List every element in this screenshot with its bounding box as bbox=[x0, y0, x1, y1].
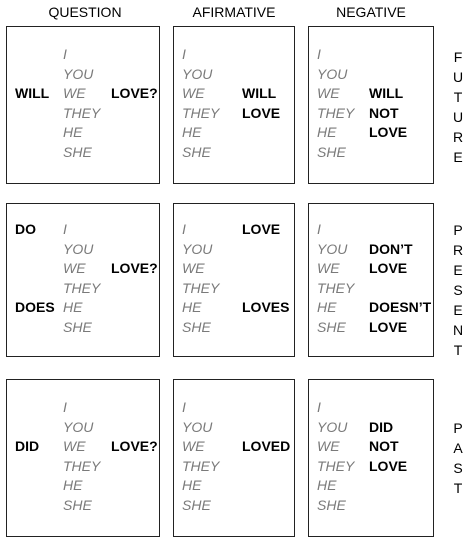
present-question-aux-do: DO bbox=[15, 221, 36, 237]
future-negative-verb: LOVE bbox=[369, 124, 408, 140]
present-question-verb: LOVE? bbox=[111, 260, 158, 276]
present-affirmative-box bbox=[173, 203, 295, 357]
header-question: QUESTION bbox=[48, 4, 122, 20]
past-question-box bbox=[6, 379, 160, 537]
future-negative-not: NOT bbox=[369, 104, 399, 121]
present-question-aux-does: DOES bbox=[15, 299, 55, 315]
present-affirmative-love: LOVE bbox=[242, 221, 281, 237]
future-affirmative-aux: WILL bbox=[242, 85, 277, 101]
past-negative-aux: DID bbox=[369, 418, 394, 435]
future-question-aux: WILL bbox=[15, 85, 50, 101]
pronoun-list: I YOU WE THEY HE SHE bbox=[63, 221, 101, 335]
past-affirmative-box bbox=[173, 379, 295, 537]
pronoun-list: I YOU WE THEY HE SHE bbox=[317, 221, 355, 335]
pronoun-list: I YOU WE THEY HE SHE bbox=[317, 46, 355, 160]
past-negative-not: NOT bbox=[369, 438, 399, 454]
past-question-verb: LOVE? bbox=[111, 438, 158, 454]
present-affirmative-loves: LOVES bbox=[242, 299, 290, 315]
present-negative-doesnt: DOESN’T bbox=[369, 299, 432, 315]
pronoun-list: I YOU WE THEY HE SHE bbox=[182, 46, 220, 160]
present-negative-box bbox=[308, 203, 434, 357]
past-side-label: P A S T bbox=[453, 420, 463, 496]
past-negative-box bbox=[308, 379, 434, 537]
header-negative: NEGATIVE bbox=[336, 4, 406, 20]
present-question-box bbox=[6, 203, 160, 357]
future-side-label: F U T U R E bbox=[452, 49, 464, 165]
present-negative-love: LOVE bbox=[369, 260, 408, 276]
pronoun-list: I YOU WE THEY HE SHE bbox=[63, 399, 101, 513]
pronoun-list: I YOU WE THEY HE SHE bbox=[63, 46, 101, 160]
past-question-aux: DID bbox=[15, 438, 40, 454]
present-negative-love-third: LOVE bbox=[369, 318, 408, 335]
future-question-verb: LOVE? bbox=[111, 85, 158, 101]
present-side-label: P R E S E N T bbox=[452, 222, 464, 358]
header-affirmative: AFIRMATIVE bbox=[192, 4, 276, 20]
future-affirmative-verb: LOVE bbox=[242, 104, 281, 121]
pronoun-list: I YOU WE THEY HE SHE bbox=[317, 399, 355, 513]
future-affirmative-box bbox=[173, 26, 295, 184]
past-negative-verb: LOVE bbox=[369, 457, 408, 474]
future-negative-aux: WILL bbox=[369, 85, 404, 101]
future-negative-box bbox=[308, 26, 434, 184]
present-negative-dont: DON’T bbox=[369, 240, 413, 257]
pronoun-list: I YOU WE THEY HE SHE bbox=[182, 399, 220, 513]
past-affirmative-loved: LOVED bbox=[242, 438, 291, 454]
future-question-box bbox=[6, 26, 160, 184]
pronoun-list: I YOU WE THEY HE SHE bbox=[182, 221, 220, 335]
